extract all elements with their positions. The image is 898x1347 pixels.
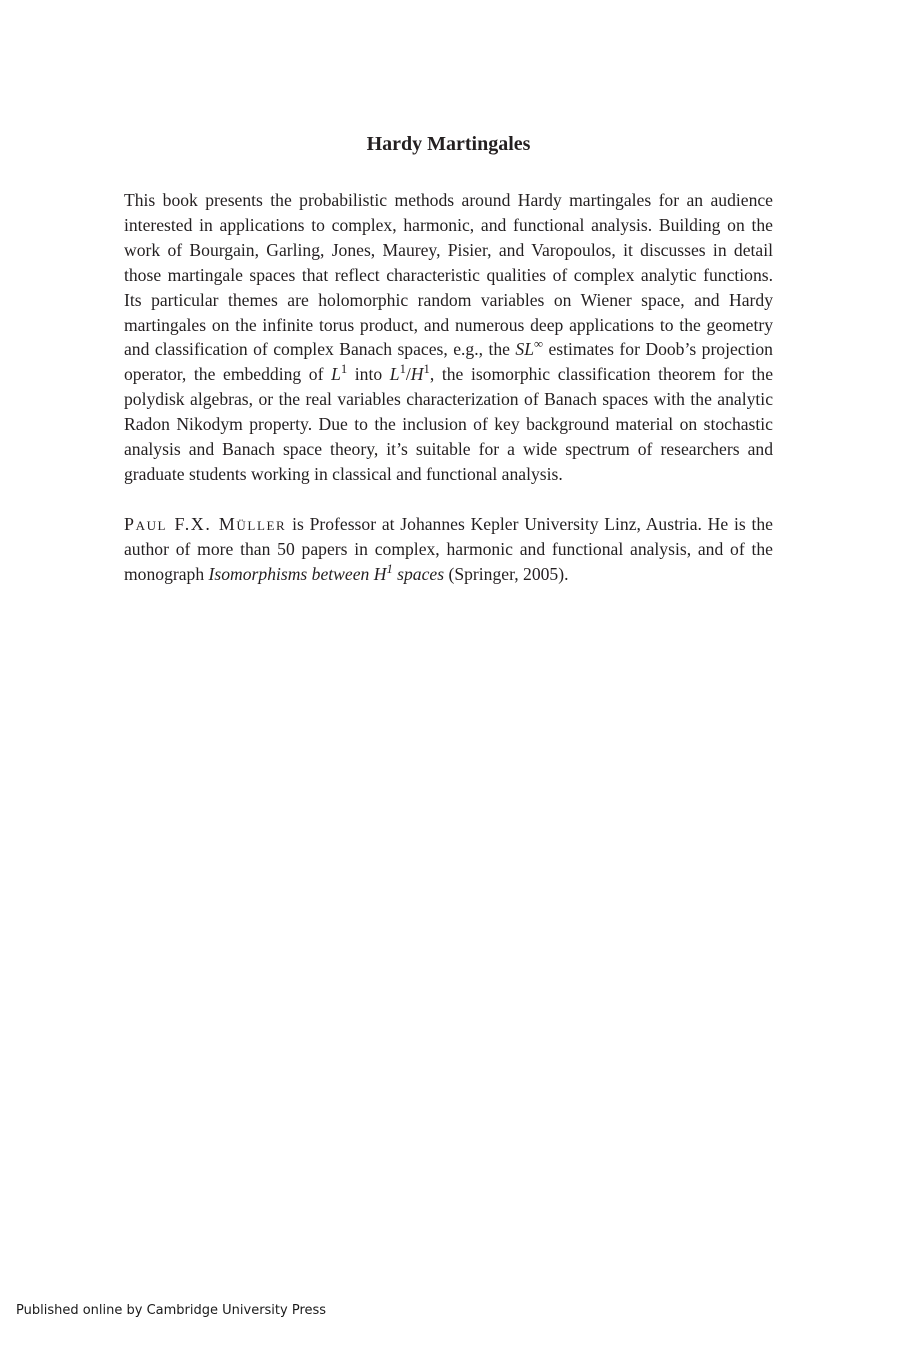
book-title: Hardy Martingales [366,133,531,155]
l1-quotient-symbol: L [389,364,400,385]
description-text-2: estimates for Doob’s projection operator, the embedding of [124,339,773,385]
description-text-1: This book presents the probabilistic methods around Hardy martingales for an audience interested in applications to complex, harmonic, and functional analysis. Building on the work of Bourgain, Garling, Jones, Maurey, Pisier, and Varopoulos, it discusses in detail those martingale spaces that reflect characteristic qualities of complex analytic functions. Its particular themes are holomorphic random variables on Wiener space, and Hardy martingales on the infinite torus product, and numerous deep applications to the geometry and classification of complex Banach spaces, e.g., the [124,190,773,360]
monograph-title [208,561,445,584]
quotient-slash: / [405,364,411,385]
author-bio-text-2: (Springer, 2005). [444,563,569,584]
l1-symbol: L [331,364,341,385]
h1-symbol: H [410,364,424,385]
h1-superscript: 1 [423,362,430,377]
page-content [124,130,773,587]
book-description [124,188,773,487]
monograph-title-pre: Isomorphisms between H [208,563,387,584]
sl-symbol: SL [515,339,535,360]
author-bio-text-1: is Professor at Johannes Kepler University Linz, Austria. He is the author of more than 50 papers in complex, harmonic and functional analysis, and of the monograph [124,513,773,584]
author-name: Paul F.X. Müller [124,513,287,534]
description-text-4: , the isomorphic classification theorem for the polydisk algebras, or the real variables characterization of Banach spaces with the analytic Radon Nikodym property. Due to the inclusion of key background material on stochastic analysis and Banach space theory, it’s suitable for a wide spectrum of researchers and graduate students working in classical and functional analysis. [124,364,774,484]
monograph-title-superscript: 1 [386,561,393,576]
author-bio [124,512,773,587]
monograph-title-post: spaces [392,563,445,584]
l1-quotient-superscript: 1 [399,362,406,377]
infinity-superscript: ∞ [534,337,544,352]
publication-footer: Published online by Cambridge University Press [16,1303,327,1318]
description-text-3: into [347,364,390,385]
l1-superscript: 1 [340,362,348,377]
